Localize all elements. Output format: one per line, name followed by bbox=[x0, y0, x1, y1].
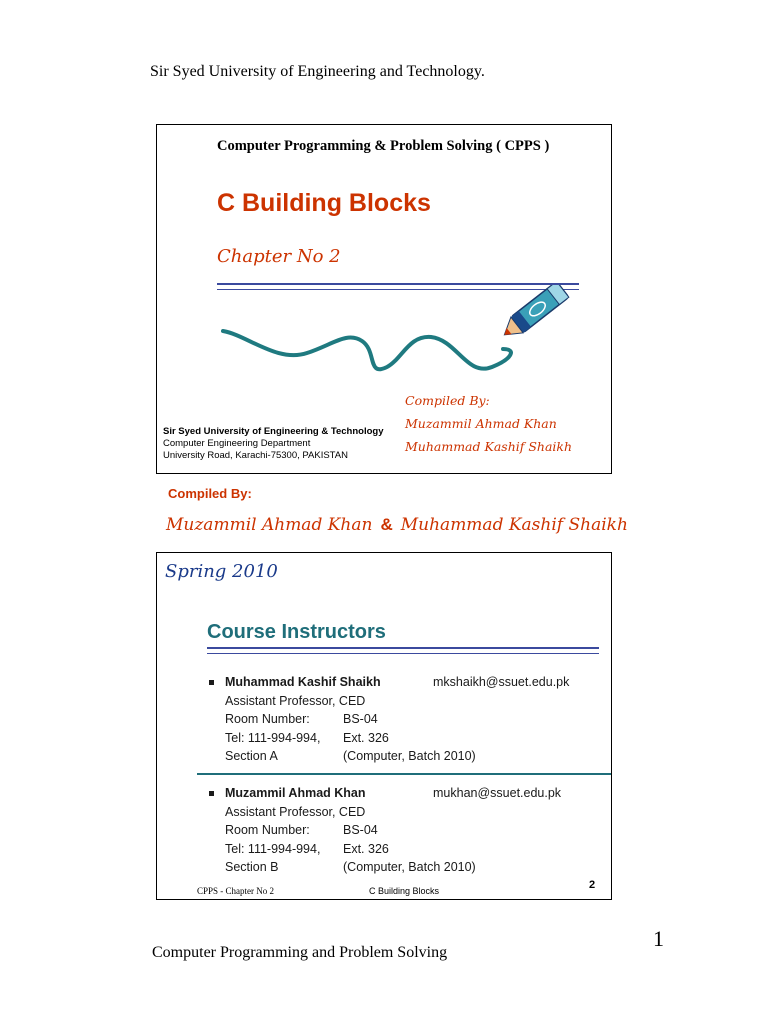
room-number: BS-04 bbox=[343, 823, 378, 837]
telephone: Tel: 111-994-994, bbox=[225, 730, 321, 745]
instructor-entry bbox=[225, 673, 595, 766]
instructor-name: Muhammad Kashif Shaikh bbox=[225, 675, 381, 689]
slide-title: Course Instructors bbox=[207, 621, 386, 643]
room-number: BS-04 bbox=[343, 712, 378, 726]
course-title: Computer Programming & Problem Solving ( CPPS ) bbox=[217, 138, 550, 154]
author-name: Muhammad Kashif Shaikh bbox=[400, 515, 628, 535]
instructor-position: Assistant Professor, CED bbox=[225, 693, 366, 708]
extension: Ext. 326 bbox=[343, 730, 389, 745]
author-name: Muhammad Kashif Shaikh bbox=[405, 439, 573, 454]
section: Section A bbox=[225, 749, 278, 763]
decoration bbox=[217, 285, 611, 395]
slide-title: C Building Blocks bbox=[217, 189, 431, 217]
bullet-icon bbox=[209, 791, 214, 796]
compiled-by-label: Compiled By: bbox=[168, 486, 252, 501]
divider bbox=[197, 773, 611, 775]
section: Section B bbox=[225, 860, 279, 874]
university-address bbox=[163, 426, 383, 462]
slide-footer-left: CPPS - Chapter No 2 bbox=[197, 886, 275, 896]
bullet-icon bbox=[209, 680, 214, 685]
instructor-position: Assistant Professor, CED bbox=[225, 804, 366, 819]
wave-line bbox=[223, 331, 511, 369]
slide-footer-center: C Building Blocks bbox=[369, 886, 440, 896]
author-name: Muzammil Ahmad Khan bbox=[405, 416, 557, 431]
instructor-name: Muzammil Ahmad Khan bbox=[225, 786, 366, 800]
page-footer: Computer Programming and Problem Solving bbox=[152, 944, 448, 961]
room-label: Room Number: bbox=[225, 712, 310, 726]
instructor-entry bbox=[225, 784, 595, 877]
instructor-email[interactable]: mukhan@ssuet.edu.pk bbox=[433, 786, 562, 800]
address-line: University Road, Karachi-75300, PAKISTAN bbox=[163, 450, 348, 461]
page-number: 1 bbox=[653, 926, 664, 951]
room-label: Room Number: bbox=[225, 823, 310, 837]
ampersand: & bbox=[380, 515, 393, 534]
pen-icon bbox=[498, 285, 569, 343]
compiled-by-label: Compiled By: bbox=[405, 393, 490, 408]
slide-compiled-by bbox=[405, 389, 572, 458]
chapter-label: Chapter No 2 bbox=[217, 246, 341, 267]
batch: (Computer, Batch 2010) bbox=[343, 860, 476, 874]
author-name: Muzammil Ahmad Khan bbox=[166, 515, 373, 535]
instructor-email[interactable]: mkshaikh@ssuet.edu.pk bbox=[433, 675, 570, 689]
instructors-slide bbox=[156, 552, 612, 900]
page-header: Sir Syed University of Engineering and Technology. bbox=[150, 63, 485, 80]
authors-line bbox=[166, 515, 628, 535]
slide-number: 2 bbox=[589, 879, 596, 891]
department-name: Computer Engineering Department bbox=[163, 438, 311, 449]
title-divider bbox=[207, 647, 599, 654]
extension: Ext. 326 bbox=[343, 841, 389, 856]
university-name: Sir Syed University of Engineering & Technology bbox=[163, 426, 384, 437]
term-label: Spring 2010 bbox=[165, 561, 278, 582]
telephone: Tel: 111-994-994, bbox=[225, 841, 321, 856]
batch: (Computer, Batch 2010) bbox=[343, 749, 476, 763]
title-slide bbox=[156, 124, 612, 474]
